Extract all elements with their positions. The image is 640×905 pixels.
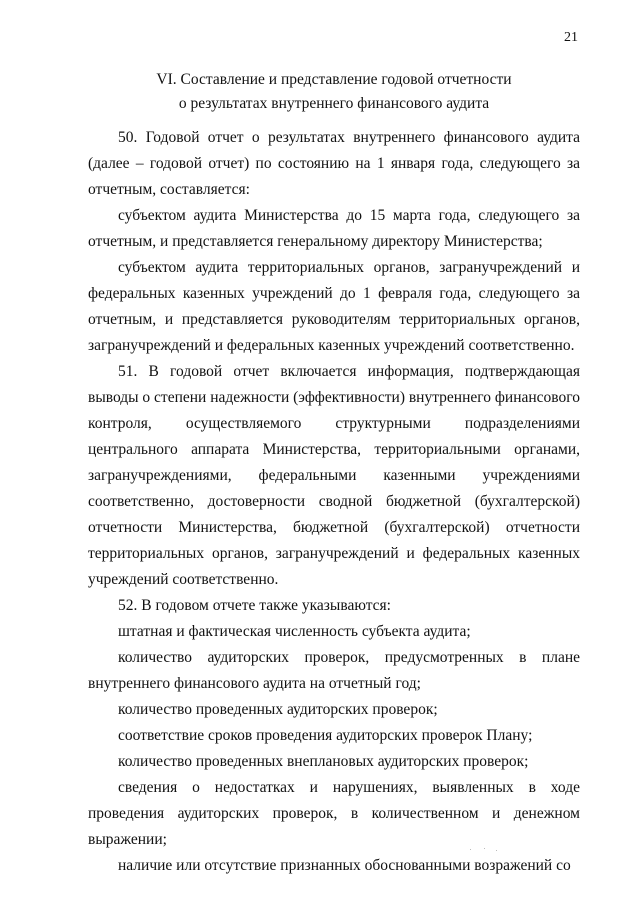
paragraph-51: 51. В годовой отчет включается информация, подтверждающая выводы о степени надежности (эффективности) внутреннего финансового контроля, осуществляемого структурными подразделениями центрального аппарата Министерства, территориальными органами, загранучреждениями, федеральными казенными учреждениями соответственно, достоверности сводной бюджетной (бухгалтерской) отчетности Министерства, бюджетной (бухгалтерской) отчетности территориальных органов, загранучреждений и федеральных казенных учреждений соответственно. <box>88 363 580 588</box>
paragraph-52-item-planned: количество аудиторских проверок, предусмотренных в плане внутреннего финансового аудита на отчетный год; <box>88 649 580 692</box>
paragraph-50-item-territorial: субъектом аудита территориальных органов, загранучреждений и федеральных казенных учреждений до 1 февраля года, следующего за отчетным, и представляется руководителям территориальных органов, загранучреждений и федеральных казенных учреждений соответственно. <box>88 259 580 354</box>
paragraph-52: 52. В годовом отчете также указываются: <box>118 597 391 614</box>
section-title-line-1: VI. Составление и представление годовой отчетности <box>156 71 512 88</box>
paragraph-50: 50. Годовой отчет о результатах внутреннего финансового аудита (далее – годовой отчет) по состоянию на 1 января года, следующего за отчетным, составляется: <box>88 129 580 198</box>
page-number: 21 <box>564 30 578 45</box>
document-body <box>88 125 580 879</box>
paragraph-52-item-staff: штатная и фактическая численность субъекта аудита; <box>118 623 471 640</box>
paragraph-52-item-unscheduled: количество проведенных внеплановых аудиторских проверок; <box>118 753 529 770</box>
section-title-line-2: о результатах внутреннего финансового аудита <box>178 95 490 112</box>
paragraph-52-item-deadlines: соответствие сроков проведения аудиторских проверок Плану; <box>118 727 533 744</box>
paragraph-50-item-ministry: субъектом аудита Министерства до 15 марта года, следующего за отчетным, и представляется генеральному директору Министерства; <box>88 207 580 250</box>
paragraph-52-item-objections: наличие или отсутствие признанных обоснованными возражений со <box>118 857 571 874</box>
paragraph-52-item-violations: сведения о недостатках и нарушениях, выявленных в ходе проведения аудиторских проверок, в количественном и денежном выражении; <box>88 779 580 848</box>
scan-specks <box>470 848 500 852</box>
paragraph-52-item-conducted: количество проведенных аудиторских проверок; <box>118 701 438 718</box>
section-heading <box>88 68 580 116</box>
